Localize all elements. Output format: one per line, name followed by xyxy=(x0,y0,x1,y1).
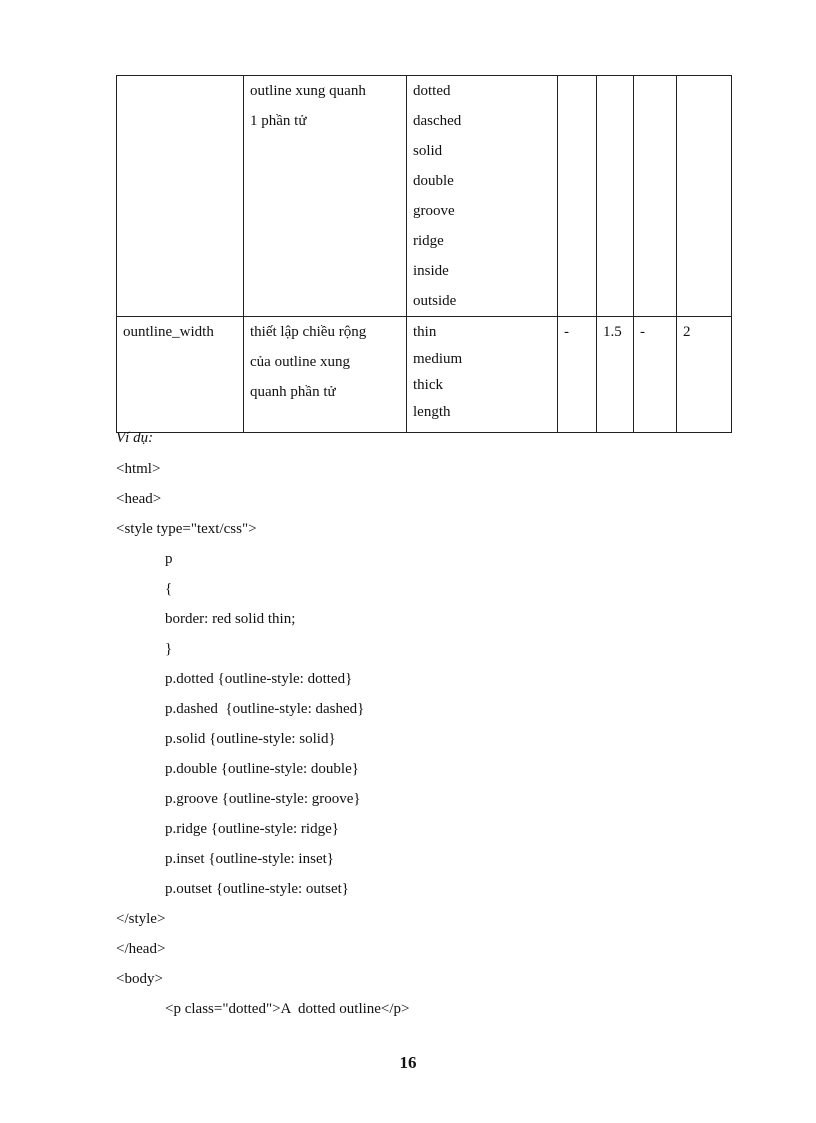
support-cell xyxy=(677,76,732,317)
code-line: p.inset {outline-style: inset} xyxy=(165,851,334,867)
code-line: <p class="dotted">A dotted outline</p> xyxy=(165,1001,410,1017)
value-item: length xyxy=(413,403,451,420)
value-item: ridge xyxy=(413,233,444,249)
code-line: border: red solid thin; xyxy=(165,611,296,627)
support-cell xyxy=(558,76,597,317)
code-line: </style> xyxy=(116,911,166,927)
code-line: p.dotted {outline-style: dotted} xyxy=(165,671,353,687)
code-line: <style type="text/css"> xyxy=(116,521,257,537)
code-line: </head> xyxy=(116,941,166,957)
property-name-cell: ountline_width xyxy=(117,317,244,433)
description-line: của outline xung xyxy=(250,354,350,370)
code-line: <head> xyxy=(116,491,162,507)
page-number: 16 xyxy=(399,1053,417,1072)
table-row xyxy=(117,317,732,433)
code-line: p.solid {outline-style: solid} xyxy=(165,731,336,747)
code-line: p.ridge {outline-style: ridge} xyxy=(165,821,339,837)
code-line: p.groove {outline-style: groove} xyxy=(165,791,361,807)
value-item: double xyxy=(413,173,454,189)
description-cell xyxy=(244,317,407,433)
value-item: inside xyxy=(413,263,449,279)
description-line: outline xung quanh xyxy=(250,83,366,99)
value-item: thick xyxy=(413,377,443,393)
code-line: } xyxy=(165,641,173,657)
code-line: { xyxy=(165,581,173,597)
code-line: <body> xyxy=(116,971,163,987)
support-cell: - xyxy=(634,317,677,433)
value-item: dotted xyxy=(413,83,451,99)
support-cell xyxy=(634,76,677,317)
code-line: p xyxy=(165,551,173,567)
support-cell: 1.5 xyxy=(597,317,634,433)
property-name-cell xyxy=(117,76,244,317)
code-listing xyxy=(116,454,410,1024)
description-cell xyxy=(244,76,407,317)
support-cell xyxy=(597,76,634,317)
code-line: p.outset {outline-style: outset} xyxy=(165,881,349,897)
value-item: dasched xyxy=(413,113,462,129)
code-line: <html> xyxy=(116,461,161,477)
code-line: p.dashed {outline-style: dashed} xyxy=(165,701,365,717)
values-cell xyxy=(407,317,558,433)
support-cell: 2 xyxy=(677,317,732,433)
description-line: quanh phần tử xyxy=(250,384,336,400)
value-item: outside xyxy=(413,293,457,309)
support-cell: - xyxy=(558,317,597,433)
property-table xyxy=(116,75,732,433)
value-item: groove xyxy=(413,203,455,219)
value-item: medium xyxy=(413,350,463,367)
example-label: Ví dụ: xyxy=(116,430,154,446)
table-row xyxy=(117,76,732,317)
value-item: solid xyxy=(413,143,443,159)
code-line: p.double {outline-style: double} xyxy=(165,761,359,777)
description-line: thiết lập chiều rộng xyxy=(250,324,367,340)
value-item: thin xyxy=(413,324,437,340)
description-line: 1 phần tử xyxy=(250,113,307,129)
values-cell xyxy=(407,76,558,317)
